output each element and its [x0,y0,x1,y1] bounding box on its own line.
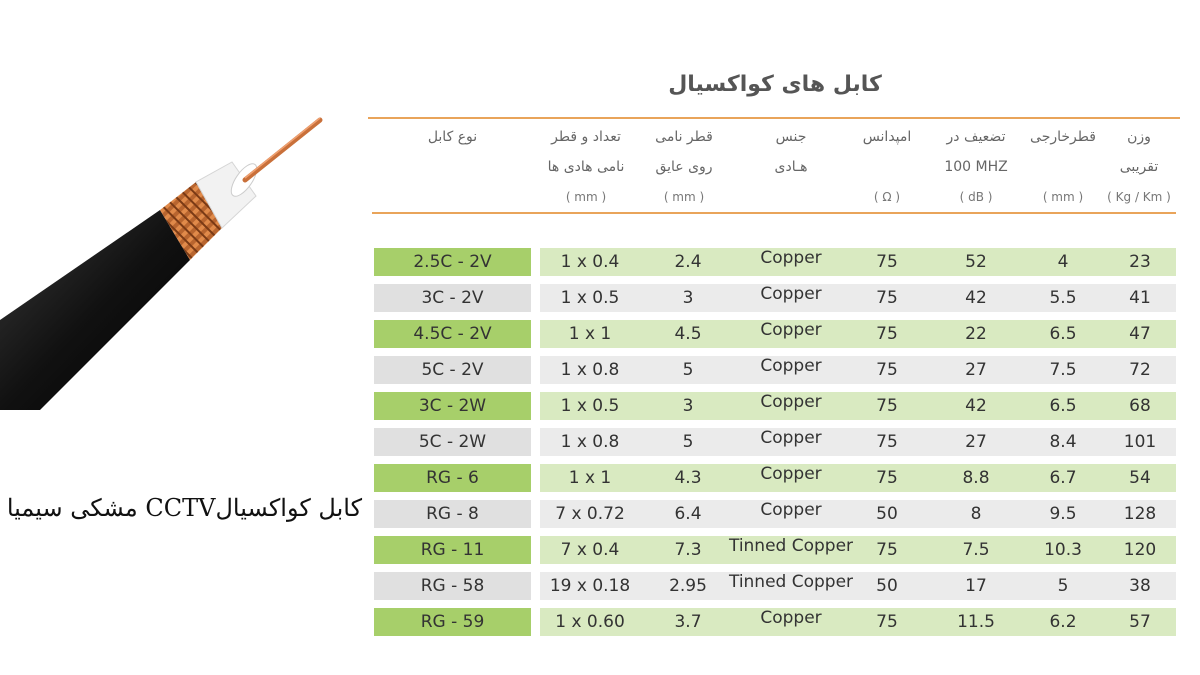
cell-impedance: 75 [876,288,898,308]
cell-weight: 68 [1129,396,1151,416]
cell-outer-diameter: 9.5 [1049,504,1077,524]
header-material: جنس هـادی [774,129,808,175]
cell-attenuation: 17 [965,576,987,596]
cell-weight: 120 [1123,540,1157,560]
cell-attenuation: 7.5 [962,540,990,560]
header-impedance: امپدانس ( Ω ) [862,129,912,204]
coaxial-cable-image [0,110,340,410]
cell-attenuation: 11.5 [957,612,995,632]
cell-outer-diameter: 6.7 [1049,468,1077,488]
cell-impedance: 75 [876,432,898,452]
cell-type: 5C - 2V [374,356,531,384]
cell-conductor: 1 x 0.5 [560,396,620,416]
table-row [374,500,1176,528]
cell-insulation: 6.4 [674,504,702,524]
header-attenuation: تضعیف در 100 MHZ ( dB ) [944,129,1008,204]
cell-insulation: 2.4 [674,252,702,272]
cell-material: Copper [760,500,822,520]
cell-outer-diameter: 6.2 [1049,612,1077,632]
cell-weight: 38 [1129,576,1151,596]
table-row [374,608,1176,636]
cell-type: 3C - 2V [374,284,531,312]
cell-impedance: 50 [876,576,898,596]
cell-impedance: 75 [876,396,898,416]
cell-type: 3C - 2W [374,392,531,420]
cell-weight: 41 [1129,288,1151,308]
cell-type: 2.5C - 2V [374,248,531,276]
cell-attenuation: 27 [965,360,987,380]
cell-outer-diameter: 4 [1057,252,1069,272]
cell-attenuation: 52 [965,252,987,272]
cell-impedance: 75 [876,360,898,380]
cell-impedance: 75 [876,540,898,560]
table-row [374,392,1176,420]
cell-impedance: 75 [876,324,898,344]
cell-insulation: 3 [682,288,694,308]
table-row [374,464,1176,492]
cell-impedance: 75 [876,468,898,488]
header-weight: وزن تقریبی ( Kg / Km ) [1107,129,1171,204]
cell-insulation: 4.5 [674,324,702,344]
cell-attenuation: 42 [965,288,987,308]
cell-insulation: 7.3 [674,540,702,560]
table-row [374,536,1176,564]
header-conductor: تعداد و قطر نامی هادی ها ( mm ) [547,129,625,204]
cell-conductor: 7 x 0.72 [555,504,625,524]
cell-conductor: 1 x 1 [568,468,612,488]
cell-impedance: 75 [876,252,898,272]
page-title: کابل های کواکسیال [668,72,882,97]
title-divider [368,117,1180,119]
cell-attenuation: 42 [965,396,987,416]
cell-type: 4.5C - 2V [374,320,531,348]
cell-conductor: 1 x 0.4 [560,252,620,272]
cell-attenuation: 22 [965,324,987,344]
cell-insulation: 4.3 [674,468,702,488]
cell-material: Copper [760,392,822,412]
cell-conductor: 1 x 0.5 [560,288,620,308]
cell-outer-diameter: 6.5 [1049,396,1077,416]
cell-material: Tinned Copper [728,536,854,556]
cell-weight: 128 [1123,504,1157,524]
cell-conductor: 1 x 0.8 [560,432,620,452]
cell-insulation: 2.95 [669,576,707,596]
cell-material: Copper [760,464,822,484]
table-row [374,572,1176,600]
cell-impedance: 50 [876,504,898,524]
image-caption: کابل کواکسیالCCTV مشکی سیمیا [6,494,362,522]
cell-type: RG - 59 [374,608,531,636]
cell-material: Copper [760,248,822,268]
cell-type: RG - 6 [374,464,531,492]
cell-weight: 101 [1123,432,1157,452]
cell-outer-diameter: 10.3 [1044,540,1082,560]
cell-type: RG - 58 [374,572,531,600]
cell-type: RG - 8 [374,500,531,528]
cell-attenuation: 27 [965,432,987,452]
cell-impedance: 75 [876,612,898,632]
cell-material: Copper [760,428,822,448]
cell-conductor: 7 x 0.4 [560,540,620,560]
cell-insulation: 5 [682,360,694,380]
cell-insulation: 3 [682,396,694,416]
cell-insulation: 3.7 [674,612,702,632]
cell-insulation: 5 [682,432,694,452]
cell-material: Tinned Copper [728,572,854,592]
table-row [374,428,1176,456]
cell-material: Copper [760,356,822,376]
cell-weight: 72 [1129,360,1151,380]
cell-type: 5C - 2W [374,428,531,456]
cell-outer-diameter: 6.5 [1049,324,1077,344]
cell-conductor: 19 x 0.18 [549,576,631,596]
header-divider [372,212,1176,214]
cell-conductor: 1 x 0.8 [560,360,620,380]
header-type: نوع کابل [427,129,478,145]
cell-material: Copper [760,608,822,628]
cell-outer-diameter: 7.5 [1049,360,1077,380]
cell-weight: 23 [1129,252,1151,272]
cell-attenuation: 8.8 [962,468,990,488]
cell-weight: 57 [1129,612,1151,632]
table-row [374,284,1176,312]
cell-outer-diameter: 5.5 [1049,288,1077,308]
table-row [374,356,1176,384]
cell-conductor: 1 x 1 [568,324,612,344]
cell-type: RG - 11 [374,536,531,564]
cell-material: Copper [760,284,822,304]
table-row [374,248,1176,276]
header-insulation: قطر نامی روی عایق ( mm ) [655,129,713,204]
header-outer-diameter: قطرخارجی ( mm ) [1030,129,1096,204]
cell-outer-diameter: 5 [1057,576,1069,596]
cell-attenuation: 8 [970,504,982,524]
table-row [374,320,1176,348]
cell-conductor: 1 x 0.60 [555,612,625,632]
cell-weight: 47 [1129,324,1151,344]
cell-weight: 54 [1129,468,1151,488]
cell-material: Copper [760,320,822,340]
cell-outer-diameter: 8.4 [1049,432,1077,452]
